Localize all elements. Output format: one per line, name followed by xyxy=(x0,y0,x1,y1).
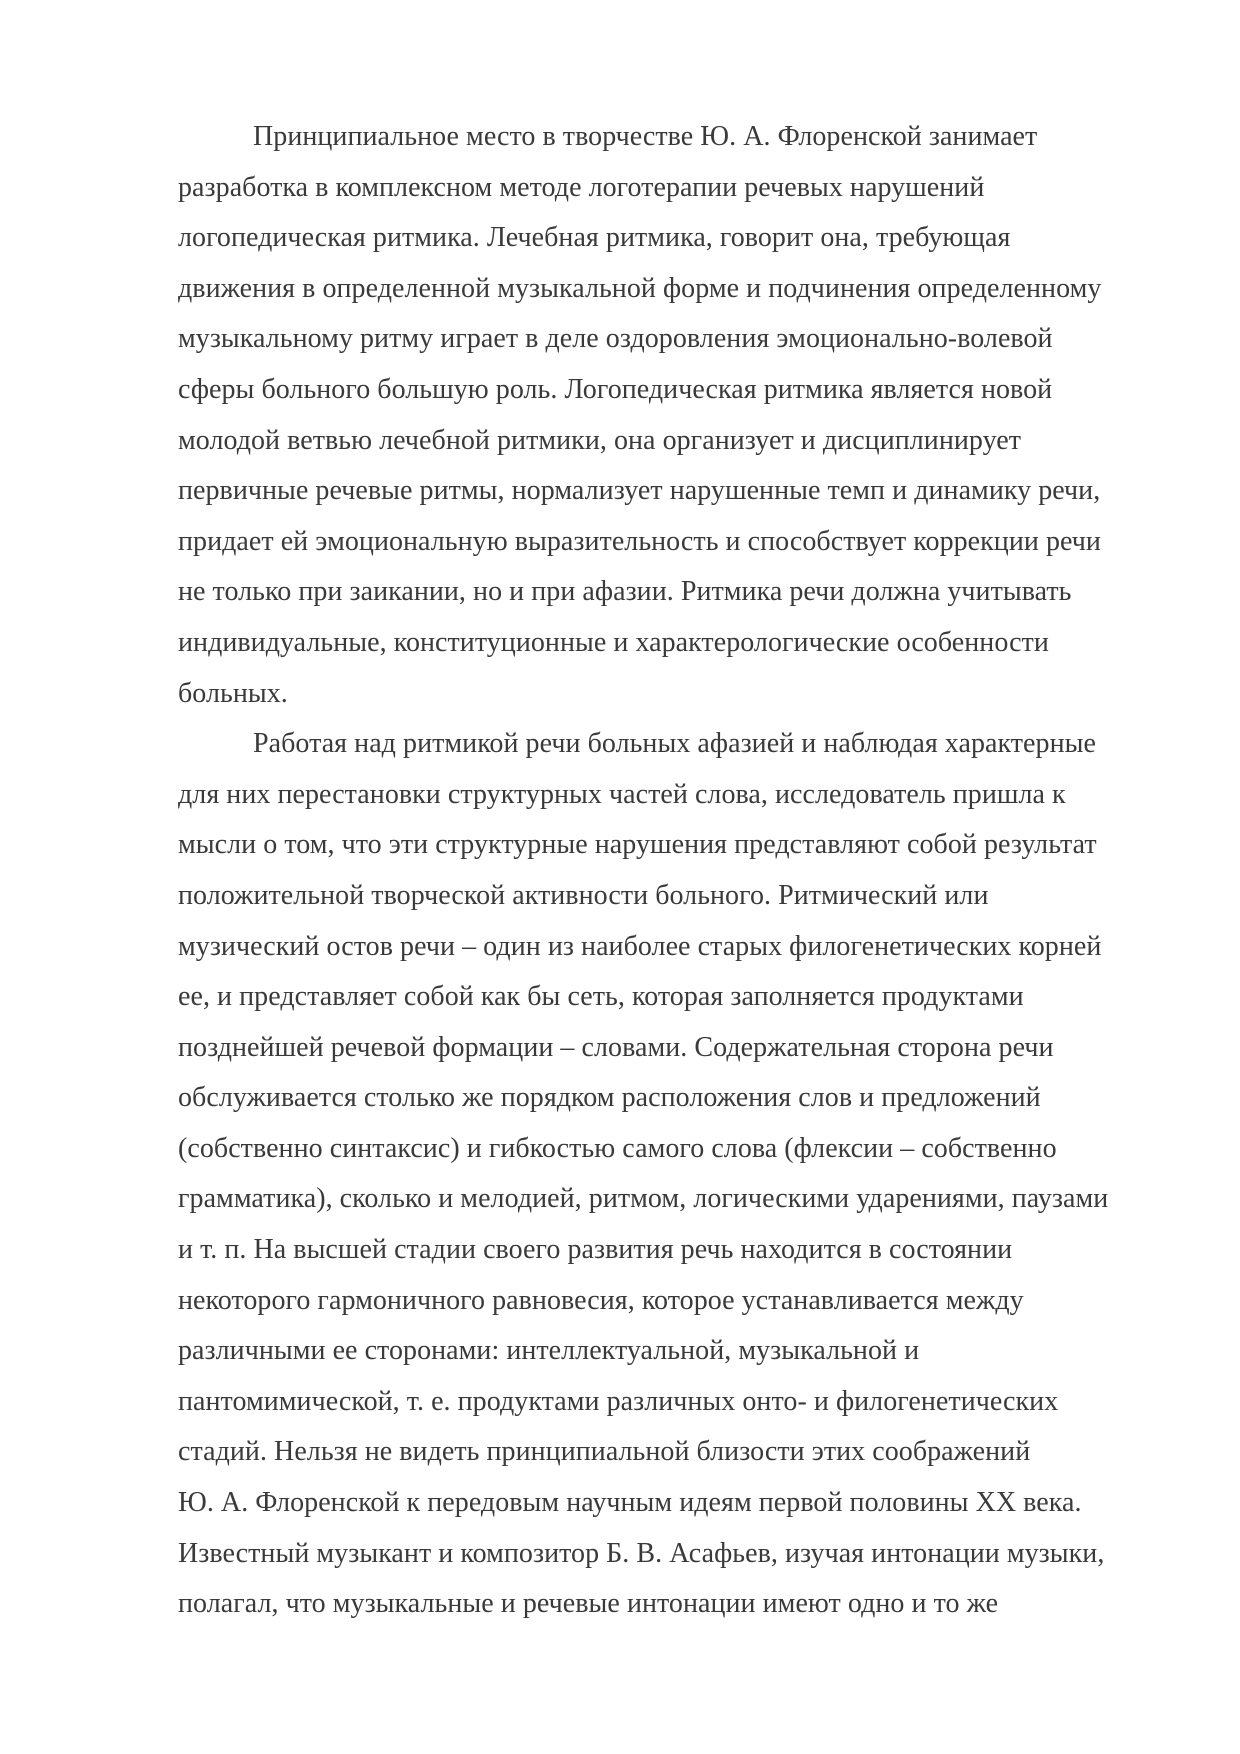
text-line: стадий. Нельзя не видеть принципиальной близости этих соображений xyxy=(178,1436,1031,1468)
text-line: первичные речевые ритмы, нормализует нарушенные темп и динамику речи, xyxy=(178,475,1101,507)
text-line: грамматика), сколько и мелодией, ритмом, логическими ударениями, паузами xyxy=(178,1183,1109,1215)
text-line: движения в определенной музыкальной форме и подчинения определенному xyxy=(178,272,1102,304)
paragraph-1 xyxy=(178,112,1138,719)
text-line: придает ей эмоциональную выразительность и способствует коррекции речи xyxy=(178,525,1101,557)
text-line: Ю. А. Флоренской к передовым научным идеям первой половины XX века. xyxy=(178,1487,1082,1519)
text-line: положительной творческой активности больного. Ритмический или xyxy=(178,879,989,911)
text-line: и т. п. На высшей стадии своего развития речь находится в состоянии xyxy=(178,1234,1013,1266)
body-text xyxy=(178,112,1138,1630)
text-line: Работая над ритмикой речи больных афазией и наблюдая характерные xyxy=(253,728,1096,760)
text-line: больных. xyxy=(178,677,288,709)
text-line: пантомимической, т. е. продуктами различных онто- и филогенетических xyxy=(178,1385,1059,1417)
paragraph-2 xyxy=(178,719,1138,1630)
text-line: позднейшей речевой формации – словами. Содержательная сторона речи xyxy=(178,1031,1054,1063)
text-line: некоторого гармоничного равновесия, которое устанавливается между xyxy=(178,1284,1024,1316)
text-line: разработка в комплексном методе логотерапии речевых нарушений xyxy=(178,171,985,203)
text-line: полагал, что музыкальные и речевые интонации имеют одно и то же xyxy=(178,1588,999,1620)
text-line: Принципиальное место в творчестве Ю. А. Флоренской занимает xyxy=(253,121,1038,152)
text-line: молодой ветвью лечебной ритмики, она организует и дисциплинирует xyxy=(178,424,1022,456)
text-line: различными ее сторонами: интеллектуальной, музыкальной и xyxy=(178,1335,920,1367)
text-line: обслуживается столько же порядком расположения слов и предложений xyxy=(178,1082,1041,1114)
text-line: для них перестановки структурных частей слова, исследователь пришла к xyxy=(178,778,1066,810)
text-line: (собственно синтаксис) и гибкостью самого слова (флексии – собственно xyxy=(178,1132,1057,1164)
text-line: Известный музыкант и композитор Б. В. Асафьев, изучая интонации музыки, xyxy=(178,1537,1105,1569)
text-line: сферы больного большую роль. Логопедическая ритмика является новой xyxy=(178,373,1053,405)
text-line: ее, и представляет собой как бы сеть, которая заполняется продуктами xyxy=(178,981,1024,1013)
text-line: логопедическая ритмика. Лечебная ритмика, говорит она, требующая xyxy=(178,222,1011,254)
text-line: музический остов речи – один из наиболее старых филогенетических корней xyxy=(178,930,1102,962)
text-line: музыкальному ритму играет в деле оздоровления эмоционально-волевой xyxy=(178,323,1053,355)
text-line: индивидуальные, конституционные и характерологические особенности xyxy=(178,626,1049,658)
text-line: не только при заикании, но и при афазии. Ритмика речи должна учитывать xyxy=(178,576,1072,608)
text-line: мысли о том, что эти структурные нарушения представляют собой результат xyxy=(178,829,1097,861)
